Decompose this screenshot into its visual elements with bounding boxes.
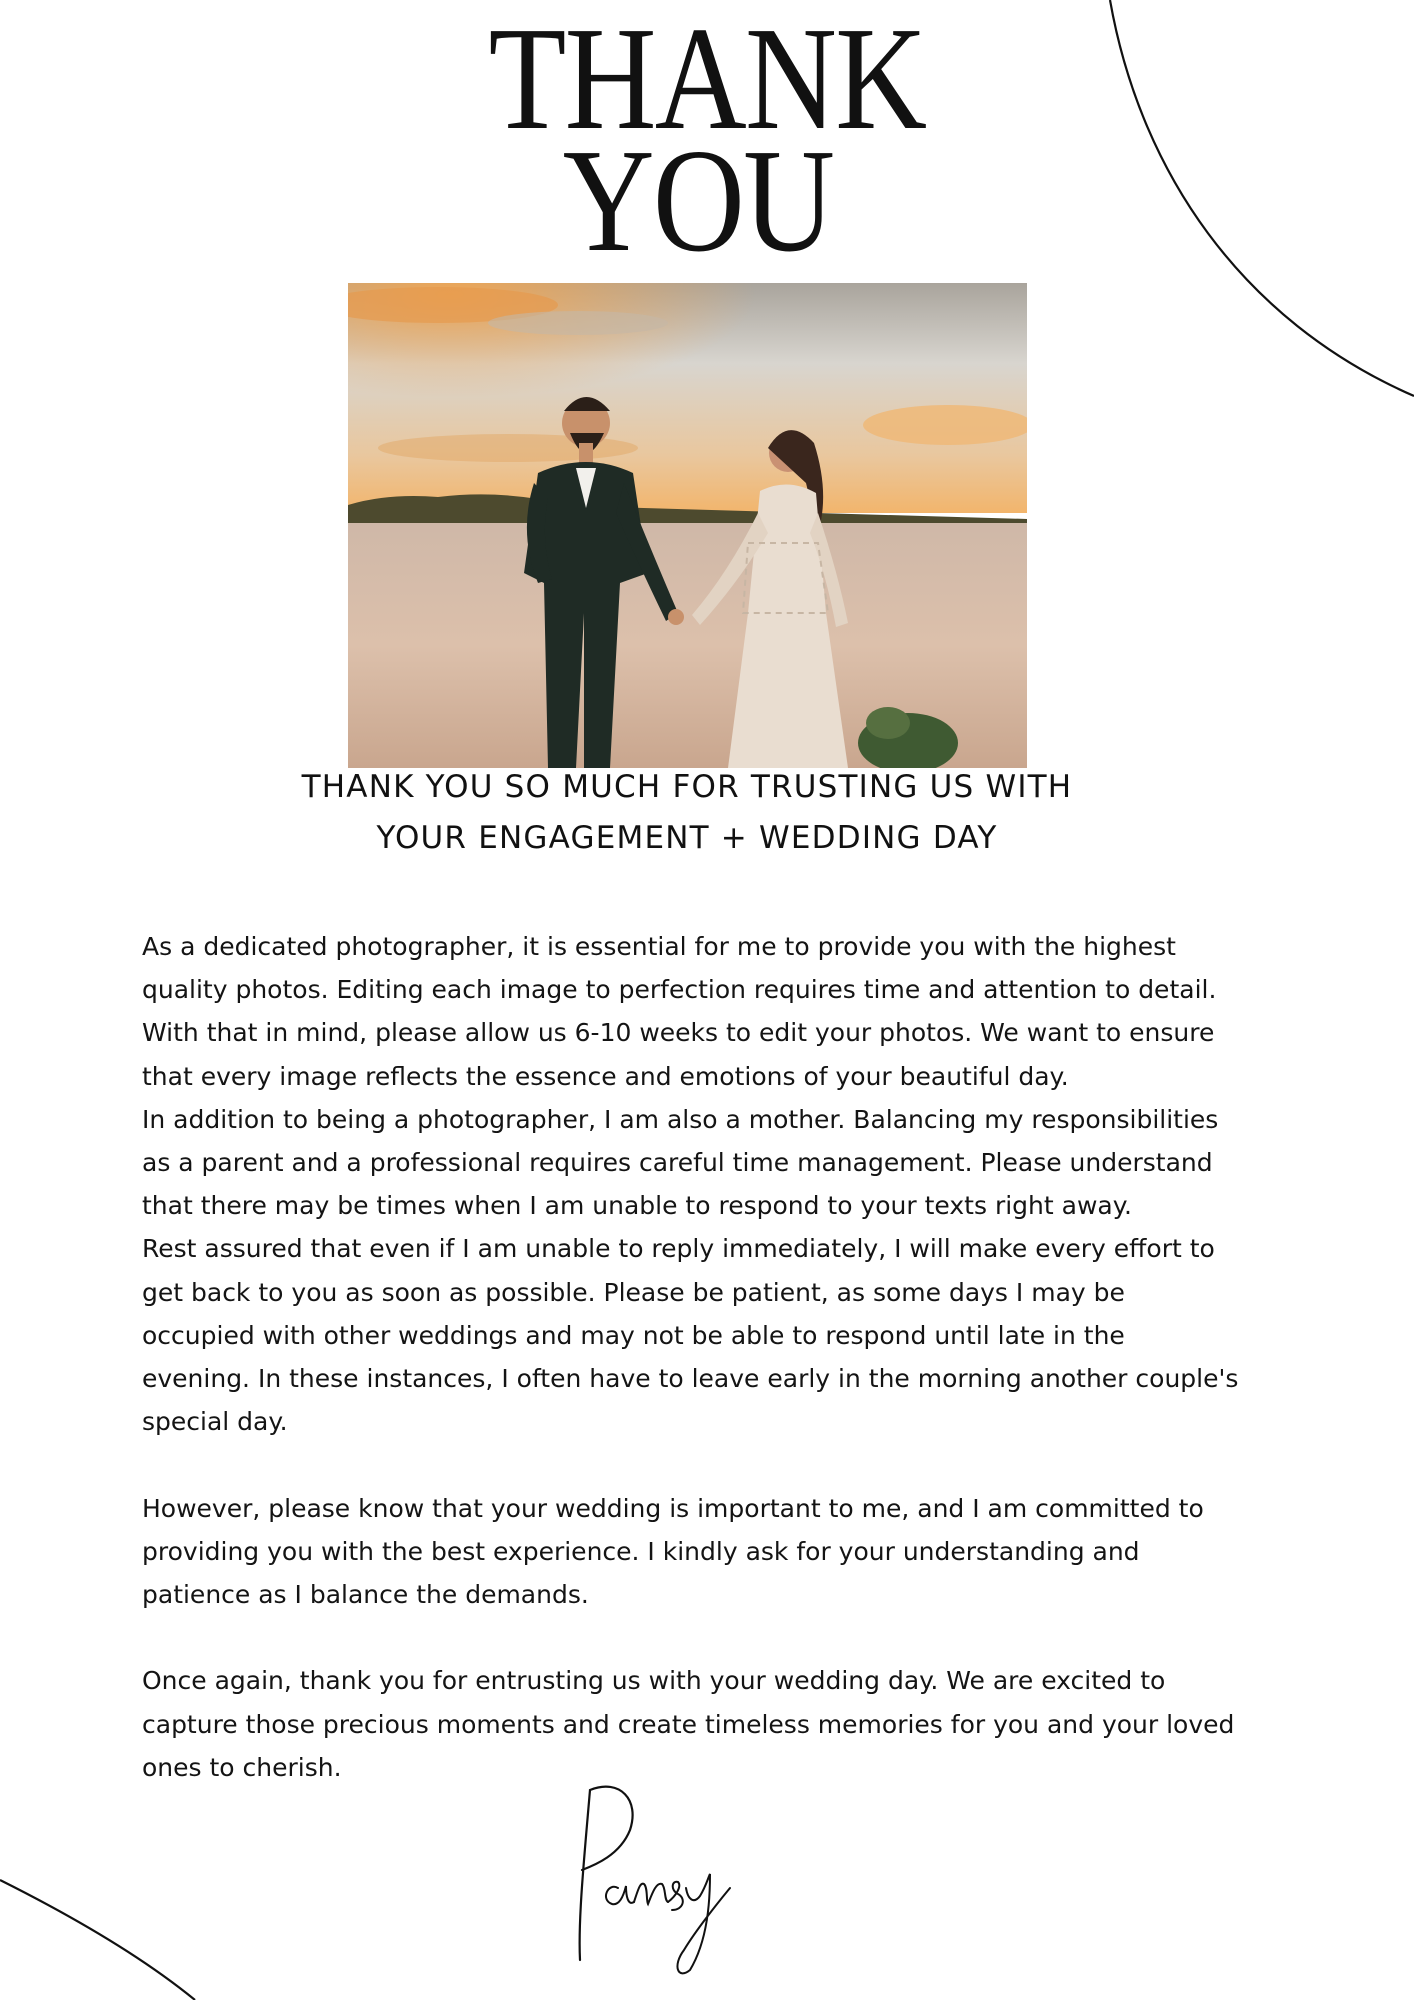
handwritten-signature: [560, 1770, 750, 1980]
paragraph-gap: [142, 1616, 1292, 1659]
paragraph-commitment: However, please know that your wedding is important to me, and I am committed to providing you with the best experience. I kindly ask for your understanding and patience as I balance the demands.: [142, 1493, 1204, 1610]
letter-body: [142, 925, 1292, 1789]
thank-you-title-line1: THANK: [488, 0, 926, 161]
trust-heading-line2: YOUR ENGAGEMENT + WEDDING DAY: [376, 820, 998, 856]
paragraph-editing-time: As a dedicated photographer, it is essential for me to provide you with the highest quality photos. Editing each image to perfection requires time and attention to detail. With that in mind, please allow us 6-10 weeks to edit your photos. We want to ensure that every image reflects the essence and emotions of your beautiful day.: [142, 932, 1217, 1091]
paragraph-closing: Once again, thank you for entrusting us with your wedding day. We are excited to capture those precious moments and create timeless memories for you and your loved ones to cherish.: [142, 1666, 1235, 1782]
trust-heading: [0, 762, 1374, 864]
paragraph-response-time: Rest assured that even if I am unable to reply immediately, I will make every effort to get back to you as soon as possible. Please be patient, as some days I may be occupied with other weddings and may not be able to respond until late in the evening. In these instances, I often have to leave early in the morning another couple's special day.: [142, 1234, 1239, 1437]
paragraph-gap: [142, 1443, 1292, 1486]
trust-heading-line1: THANK YOU SO MUCH FOR TRUSTING US WITH: [301, 769, 1073, 805]
paragraph-mother: In addition to being a photographer, I am also a mother. Balancing my responsibilities as a parent and a professional requires careful time management. Please understand that there may be times when I am unable to respond to your texts right away.: [142, 1104, 1219, 1221]
wedding-couple-photo: [348, 283, 1027, 768]
bottom-left-arc: [0, 1880, 195, 2000]
thank-you-title-line2: YOU: [562, 119, 834, 283]
